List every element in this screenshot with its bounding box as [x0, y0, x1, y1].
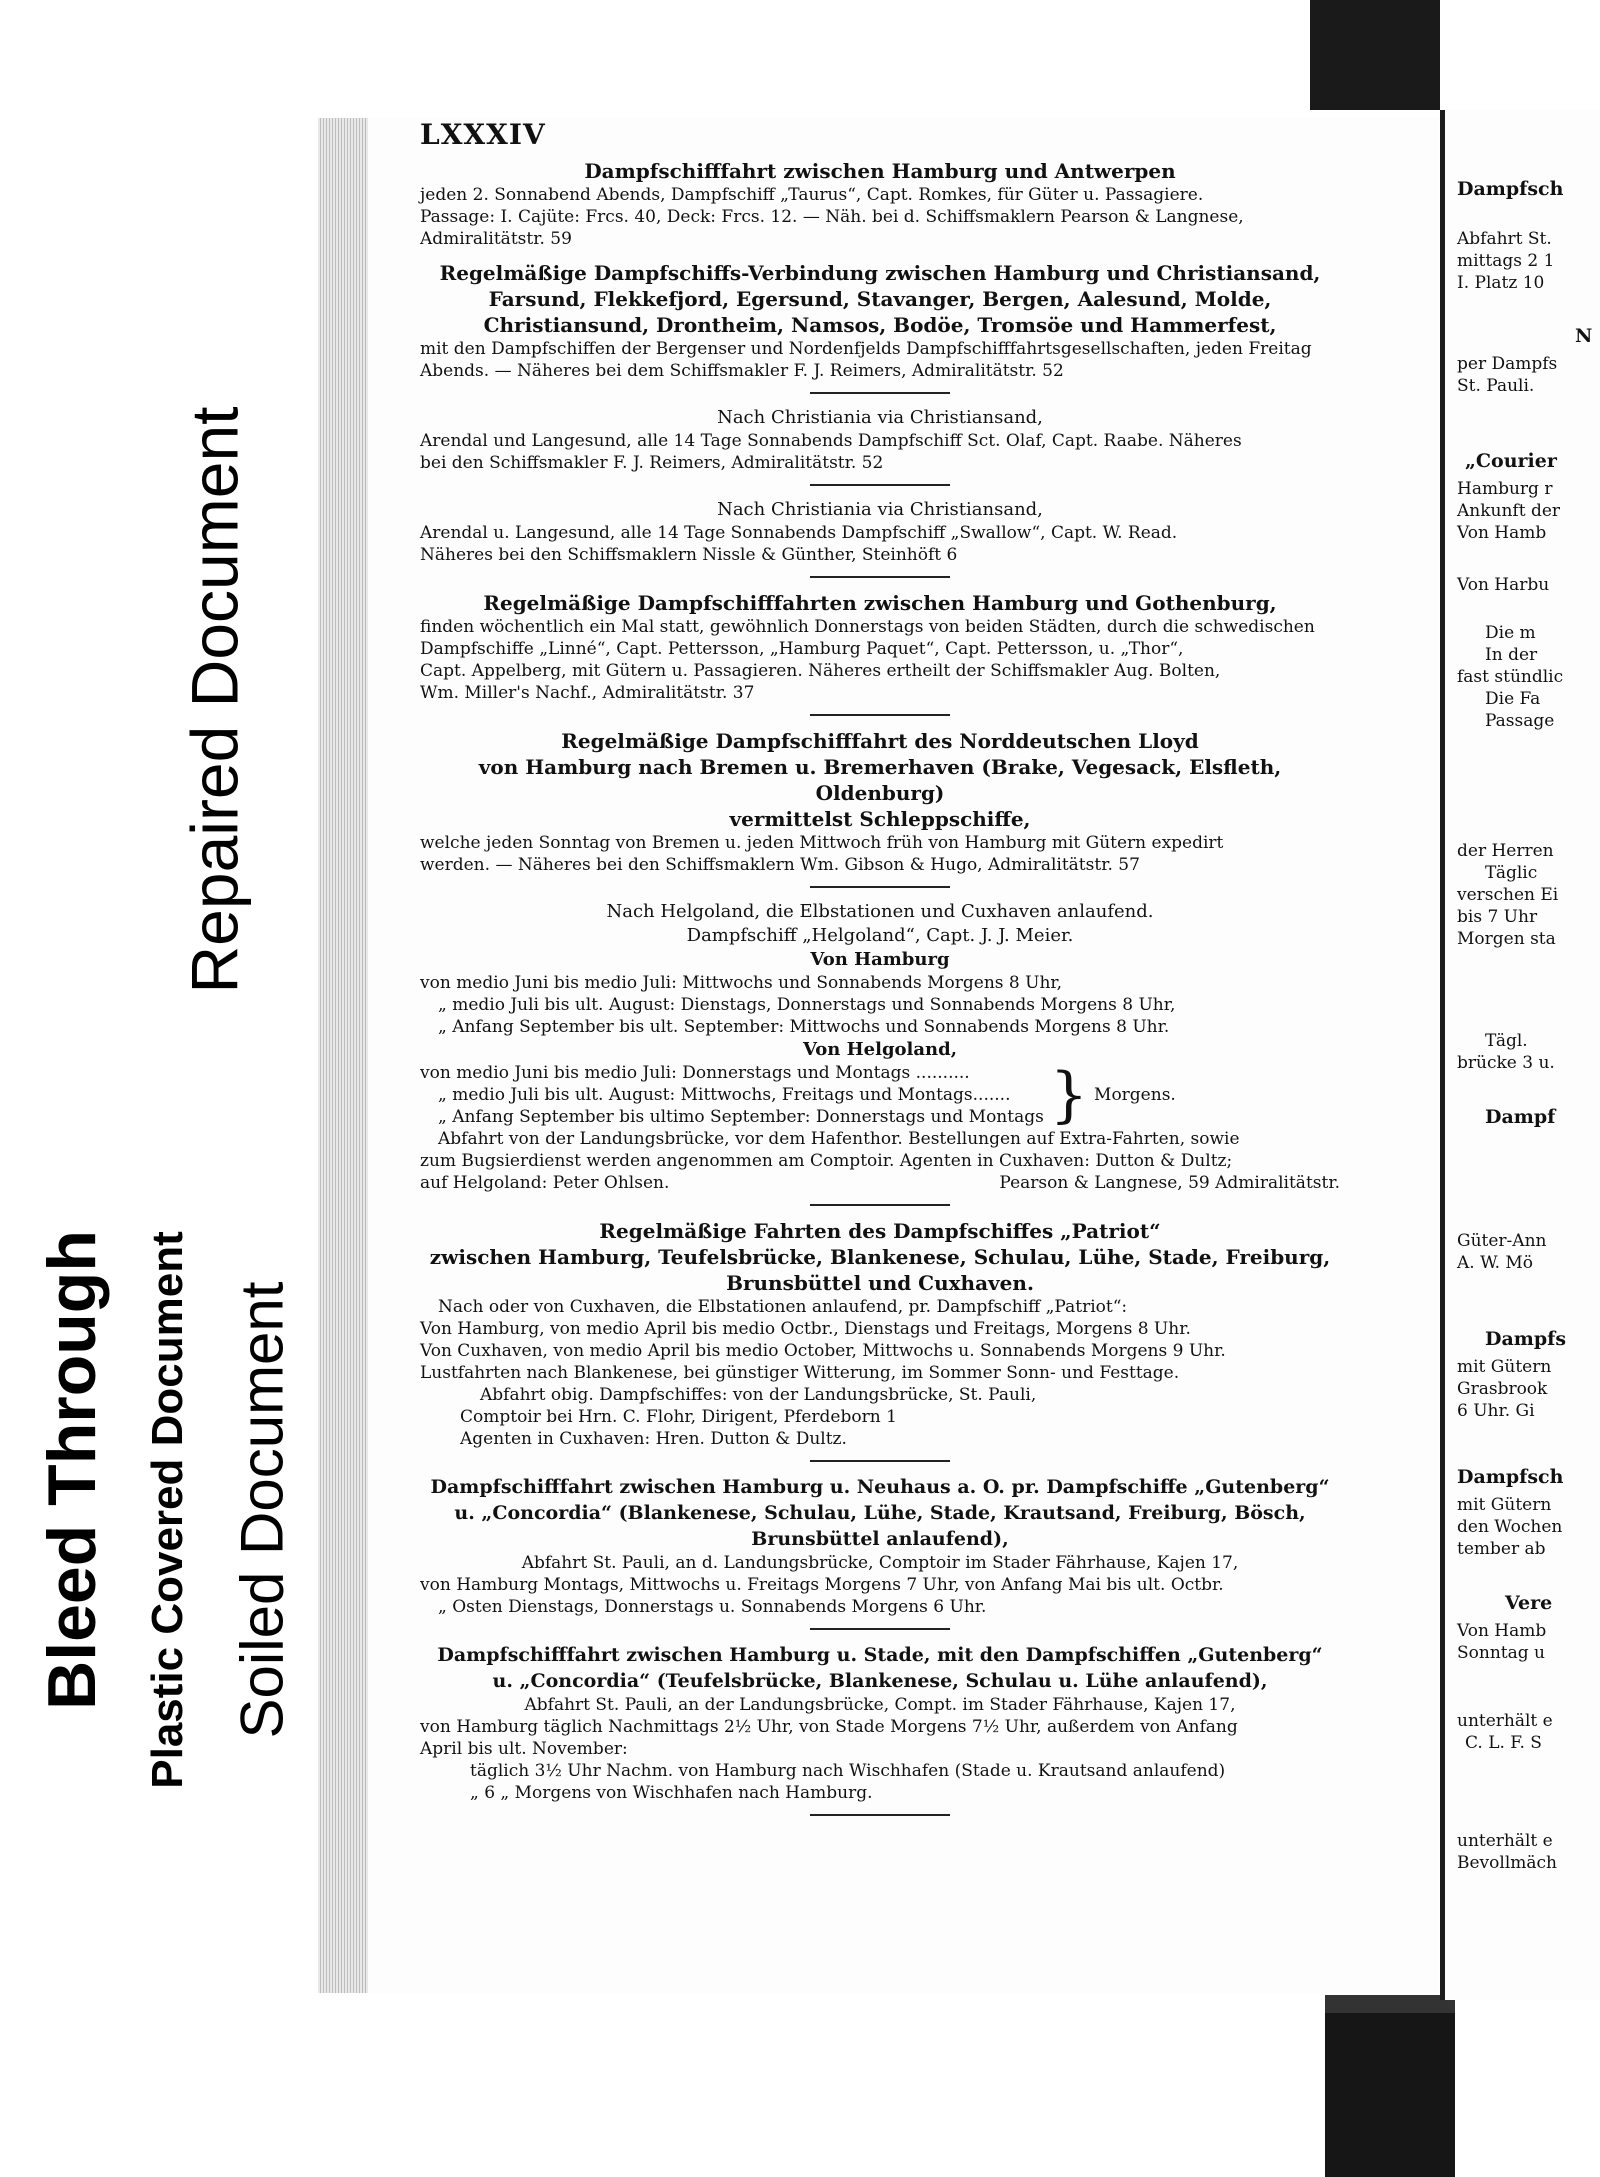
section-helgoland — [420, 900, 1340, 1194]
text-fragment: Dampfs — [1485, 1328, 1567, 1350]
schedule-line: „ medio Juli bis ult. August: Mittwochs, Freitags und Montags....... — [438, 1085, 1011, 1105]
text-fragment: tember ab — [1457, 1539, 1546, 1559]
text-line: Von Cuxhaven, von medio April bis medio October, Mittwochs u. Sonnabends Morgens 9 Uhr. — [420, 1341, 1226, 1361]
text-line: Abfahrt St. Pauli, an d. Landungsbrücke, Comptoir im Stader Fährhause, Kajen 17, — [521, 1553, 1239, 1573]
text-fragment: In der — [1485, 645, 1538, 665]
text-fragment: Dampfsch — [1457, 178, 1564, 200]
repaired-label-text: Repaired Document — [177, 406, 252, 994]
agents-row — [420, 1172, 1340, 1194]
section-antwerpen — [420, 158, 1340, 250]
text-line: Wm. Miller's Nachf., Admiralitätstr. 37 — [420, 683, 755, 703]
text-fragment: 6 Uhr. Gi — [1457, 1401, 1535, 1421]
text-fragment: C. L. F. S — [1465, 1733, 1542, 1753]
text-fragment: den Wochen — [1457, 1517, 1563, 1537]
text-line: bei den Schiffsmakler F. J. Reimers, Admiralitätstr. 52 — [420, 453, 884, 473]
bleed-through-label: Bleed Through — [34, 1230, 110, 1710]
text-fragment: Von Hamb — [1457, 1621, 1547, 1641]
text-line: Lustfahrten nach Blankenese, bei günstiger Witterung, im Sommer Sonn- und Festtage. — [420, 1363, 1180, 1383]
text-line: Arendal u. Langesund, alle 14 Tage Sonnabends Dampfschiff „Swallow“, Capt. W. Read. — [420, 523, 1178, 543]
schedule-line: „ Anfang September bis ultimo September: Donnerstags und Montags — [438, 1107, 1044, 1127]
page-edge — [318, 118, 368, 1993]
text-line: auf Helgoland: Peter Ohlsen. — [420, 1173, 670, 1193]
text-line: Näheres bei den Schiffsmaklern Nissle & Günther, Steinhöft 6 — [420, 545, 958, 565]
text-fragment: fast stündlic — [1457, 667, 1564, 687]
text-fragment: Von Harbu — [1457, 575, 1550, 595]
text-fragment: der Herren — [1457, 841, 1554, 861]
section-title: u. „Concordia“ (Blankenese, Schulau, Lühe, Stade, Krautsand, Freiburg, Bösch, — [454, 1502, 1306, 1524]
text-line: Abends. — Näheres bei dem Schiffsmakler F. J. Reimers, Admiralitätstr. 52 — [420, 361, 1064, 381]
text-line: Abfahrt von der Landungsbrücke, vor dem Hafenthor. Bestellungen auf Extra-Fahrten, sowie — [438, 1129, 1240, 1149]
text-line: Capt. Appelberg, mit Gütern u. Passagieren. Näheres ertheilt der Schiffsmakler Aug. Bolten, — [420, 661, 1221, 681]
text-fragment: Täglic — [1485, 863, 1538, 883]
divider — [810, 576, 950, 578]
text-line: werden. — Näheres bei den Schiffsmaklern Wm. Gibson & Hugo, Admiralitätstr. 57 — [420, 855, 1140, 875]
text-fragment: Morgen sta — [1457, 929, 1556, 949]
text-fragment: verschen Ei — [1457, 885, 1559, 905]
divider — [810, 484, 950, 486]
text-fragment: brücke 3 u. — [1457, 1053, 1555, 1073]
section-lloyd — [420, 728, 1340, 876]
text-line: April bis ult. November: — [420, 1739, 628, 1759]
dark-strip-bottom — [1325, 1995, 1455, 2177]
text-fragment: A. W. Mö — [1457, 1253, 1534, 1273]
text-line: Pearson & Langnese, 59 Admiralitätstr. — [999, 1173, 1340, 1193]
section-title: zwischen Hamburg, Teufelsbrücke, Blankenese, Schulau, Lühe, Stade, Freiburg, — [429, 1245, 1331, 1269]
text-line: „ 6 „ Morgens von Wischhafen nach Hamburg. — [470, 1783, 873, 1803]
text-fragment: Güter-Ann — [1457, 1231, 1547, 1251]
text-fragment: Tägl. — [1485, 1031, 1528, 1051]
text-fragment: „Courier — [1465, 450, 1557, 472]
schedule-line: „ Anfang September bis ult. September: Mittwochs und Sonnabends Morgens 8 Uhr. — [438, 1017, 1170, 1037]
divider — [810, 1460, 950, 1462]
helgoland-schedule-group — [420, 1062, 1340, 1128]
section-title: Regelmäßige Dampfschifffahrt des Norddeutschen Lloyd — [561, 729, 1199, 753]
text-line: Dampfschiffe „Linné“, Capt. Pettersson, „Hamburg Paquet“, Capt. Pettersson, u. „Thor“, — [420, 639, 1184, 659]
text-line: zum Bugsierdienst werden angenommen am Comptoir. Agenten in Cuxhaven: Dutton & Dultz; — [420, 1151, 1233, 1171]
text-fragment: Dampf — [1485, 1106, 1556, 1128]
section-title: Dampfschifffahrt zwischen Hamburg u. Neuhaus a. O. pr. Dampfschiffe „Gutenberg“ — [430, 1476, 1330, 1498]
divider — [810, 392, 950, 394]
section-title: Dampfschifffahrt zwischen Hamburg und Antwerpen — [584, 159, 1176, 183]
page-content — [420, 118, 1340, 1828]
schedule-line: von medio Juni bis medio Juli: Mittwochs und Sonnabends Morgens 8 Uhr, — [420, 973, 1063, 993]
text-fragment: per Dampfs — [1457, 354, 1558, 374]
divider — [810, 714, 950, 716]
dark-strip-top — [1310, 0, 1440, 110]
section-christiania-2 — [420, 498, 1340, 566]
text-fragment: I. Platz 10 — [1457, 273, 1545, 293]
text-fragment: Grasbrook — [1457, 1379, 1548, 1399]
text-line: Admiralitätstr. 59 — [420, 229, 572, 249]
text-line: Arendal und Langesund, alle 14 Tage Sonnabends Dampfschiff Sct. Olaf, Capt. Raabe. Näheres — [420, 431, 1242, 451]
text-fragment: Ankunft der — [1457, 501, 1561, 521]
text-line: Von Hamburg, von medio April bis medio Octbr., Dienstags und Freitags, Morgens 8 Uhr. — [420, 1319, 1191, 1339]
text-line: Comptoir bei Hrn. C. Flohr, Dirigent, Pferdeborn 1 — [460, 1407, 897, 1427]
plastic-covered-label: Plastic Covered Document — [143, 1231, 192, 1789]
text-line: finden wöchentlich ein Mal statt, gewöhnlich Donnerstags von beiden Städten, durch die schwedischen — [420, 617, 1315, 637]
page-number: LXXXIV — [420, 118, 546, 151]
brace-glyph: } — [1049, 1060, 1089, 1130]
text-line: von Hamburg täglich Nachmittags 2½ Uhr, von Stade Morgens 7½ Uhr, außerdem von Anfang — [420, 1717, 1238, 1737]
section-title: Dampfschifffahrt zwischen Hamburg u. Stade, mit den Dampfschiffen „Gutenberg“ — [437, 1644, 1323, 1666]
text-line: Abfahrt St. Pauli, an der Landungsbrücke, Compt. im Stader Fährhause, Kajen 17, — [524, 1695, 1236, 1715]
text-line: Passage: I. Cajüte: Frcs. 40, Deck: Frcs. 12. — Näh. bei d. Schiffsmaklern Pearson & Langnese, — [420, 207, 1244, 227]
text-line: jeden 2. Sonnabend Abends, Dampfschiff „Taurus“, Capt. Romkes, für Güter u. Passagiere. — [420, 185, 1204, 205]
section-title: von Hamburg nach Bremen u. Bremerhaven (Brake, Vegesack, Elsfleth, Oldenburg) — [478, 755, 1282, 805]
soiled-document-label: Soiled Document — [228, 1281, 296, 1739]
section-neuhaus — [420, 1474, 1340, 1618]
section-title: Brunsbüttel anlaufend), — [751, 1528, 1009, 1550]
section-title: Nach Christiania via Christiansand, — [717, 499, 1043, 520]
section-title: Christiansund, Drontheim, Namsos, Bodöe, Tromsöe und Hammerfest, — [483, 313, 1277, 337]
text-line: täglich 3½ Uhr Nachm. von Hamburg nach Wischhafen (Stade u. Krautsand anlaufend) — [470, 1761, 1226, 1781]
text-fragment: Dampfsch — [1457, 1466, 1564, 1488]
section-title: Regelmäßige Fahrten des Dampfschiffes „Patriot“ — [599, 1219, 1161, 1243]
text-fragment: Von Hamb — [1457, 523, 1547, 543]
section-title: u. „Concordia“ (Teufelsbrücke, Blankenese, Schulau u. Lühe anlaufend), — [492, 1670, 1268, 1692]
text-line: Nach oder von Cuxhaven, die Elbstationen anlaufend, pr. Dampfschiff „Patriot“: — [438, 1297, 1128, 1317]
section-title: Regelmäßige Dampfschifffahrten zwischen Hamburg und Gothenburg, — [483, 591, 1277, 615]
schedule-line: von medio Juni bis medio Juli: Donnerstags und Montags .......... — [420, 1063, 970, 1083]
divider — [810, 1628, 950, 1630]
ship-line: Dampfschiff „Helgoland“, Capt. J. J. Meier. — [686, 925, 1074, 946]
schedule-line: „ medio Juli bis ult. August: Dienstags, Donnerstags und Sonnabends Morgens 8 Uhr, — [438, 995, 1176, 1015]
section-christiansand — [420, 260, 1340, 382]
text-fragment: Hamburg r — [1457, 479, 1553, 499]
section-title: Brunsbüttel und Cuxhaven. — [726, 1271, 1034, 1295]
section-patriot — [420, 1218, 1340, 1450]
brace-label: Morgens. — [1094, 1085, 1176, 1105]
text-line: „ Osten Dienstags, Donnerstags u. Sonnabends Morgens 6 Uhr. — [438, 1597, 987, 1617]
text-fragment: mit Gütern — [1457, 1357, 1552, 1377]
text-fragment: Passage — [1485, 711, 1555, 731]
text-line: von Hamburg Montags, Mittwochs u. Freitags Morgens 7 Uhr, von Anfang Mai bis ult. Octbr. — [420, 1575, 1224, 1595]
text-line: Abfahrt obig. Dampfschiffes: von der Landungsbrücke, St. Pauli, — [480, 1385, 1037, 1405]
section-stade — [420, 1642, 1340, 1804]
from-helgoland-heading: Von Helgoland, — [802, 1039, 957, 1060]
divider — [810, 1814, 950, 1816]
section-title: Regelmäßige Dampfschiffs-Verbindung zwischen Hamburg und Christiansand, — [439, 261, 1321, 285]
section-christiania-1 — [420, 406, 1340, 474]
text-fragment: mit Gütern — [1457, 1495, 1552, 1515]
text-line: Agenten in Cuxhaven: Hren. Dutton & Dultz. — [460, 1429, 847, 1449]
text-line: mit den Dampfschiffen der Bergenser und Nordenfjelds Dampfschifffahrtsgesellschaften, jeden Freitag — [420, 339, 1312, 359]
text-fragment: Vere — [1505, 1592, 1553, 1614]
right-facing-page — [1440, 110, 1600, 2000]
text-fragment: bis 7 Uhr — [1457, 907, 1538, 927]
section-title: Nach Christiania via Christiansand, — [717, 407, 1043, 428]
text-fragment: unterhält e — [1457, 1831, 1553, 1851]
text-fragment: mittags 2 1 — [1457, 251, 1555, 271]
section-title: Nach Helgoland, die Elbstationen und Cuxhaven anlaufend. — [606, 901, 1154, 922]
text-line: welche jeden Sonntag von Bremen u. jeden Mittwoch früh von Hamburg mit Gütern expedirt — [420, 833, 1224, 853]
text-fragment: St. Pauli. — [1457, 376, 1535, 396]
from-hamburg-heading: Von Hamburg — [810, 949, 950, 970]
divider — [810, 886, 950, 888]
text-fragment: Die m — [1485, 623, 1536, 643]
section-gothenburg — [420, 590, 1340, 704]
text-fragment: unterhält e — [1457, 1711, 1553, 1731]
text-fragment: Sonntag u — [1457, 1643, 1545, 1663]
repaired-document-label — [120, 406, 310, 994]
text-fragment: Abfahrt St. — [1457, 229, 1552, 249]
divider — [810, 1204, 950, 1206]
text-fragment: Bevollmäch — [1457, 1853, 1557, 1873]
text-fragment: N — [1575, 325, 1593, 347]
section-title: Farsund, Flekkefjord, Egersund, Stavanger, Bergen, Aalesund, Molde, — [488, 287, 1272, 311]
section-title: vermittelst Schleppschiffe, — [729, 807, 1031, 831]
text-fragment: Die Fa — [1485, 689, 1541, 709]
